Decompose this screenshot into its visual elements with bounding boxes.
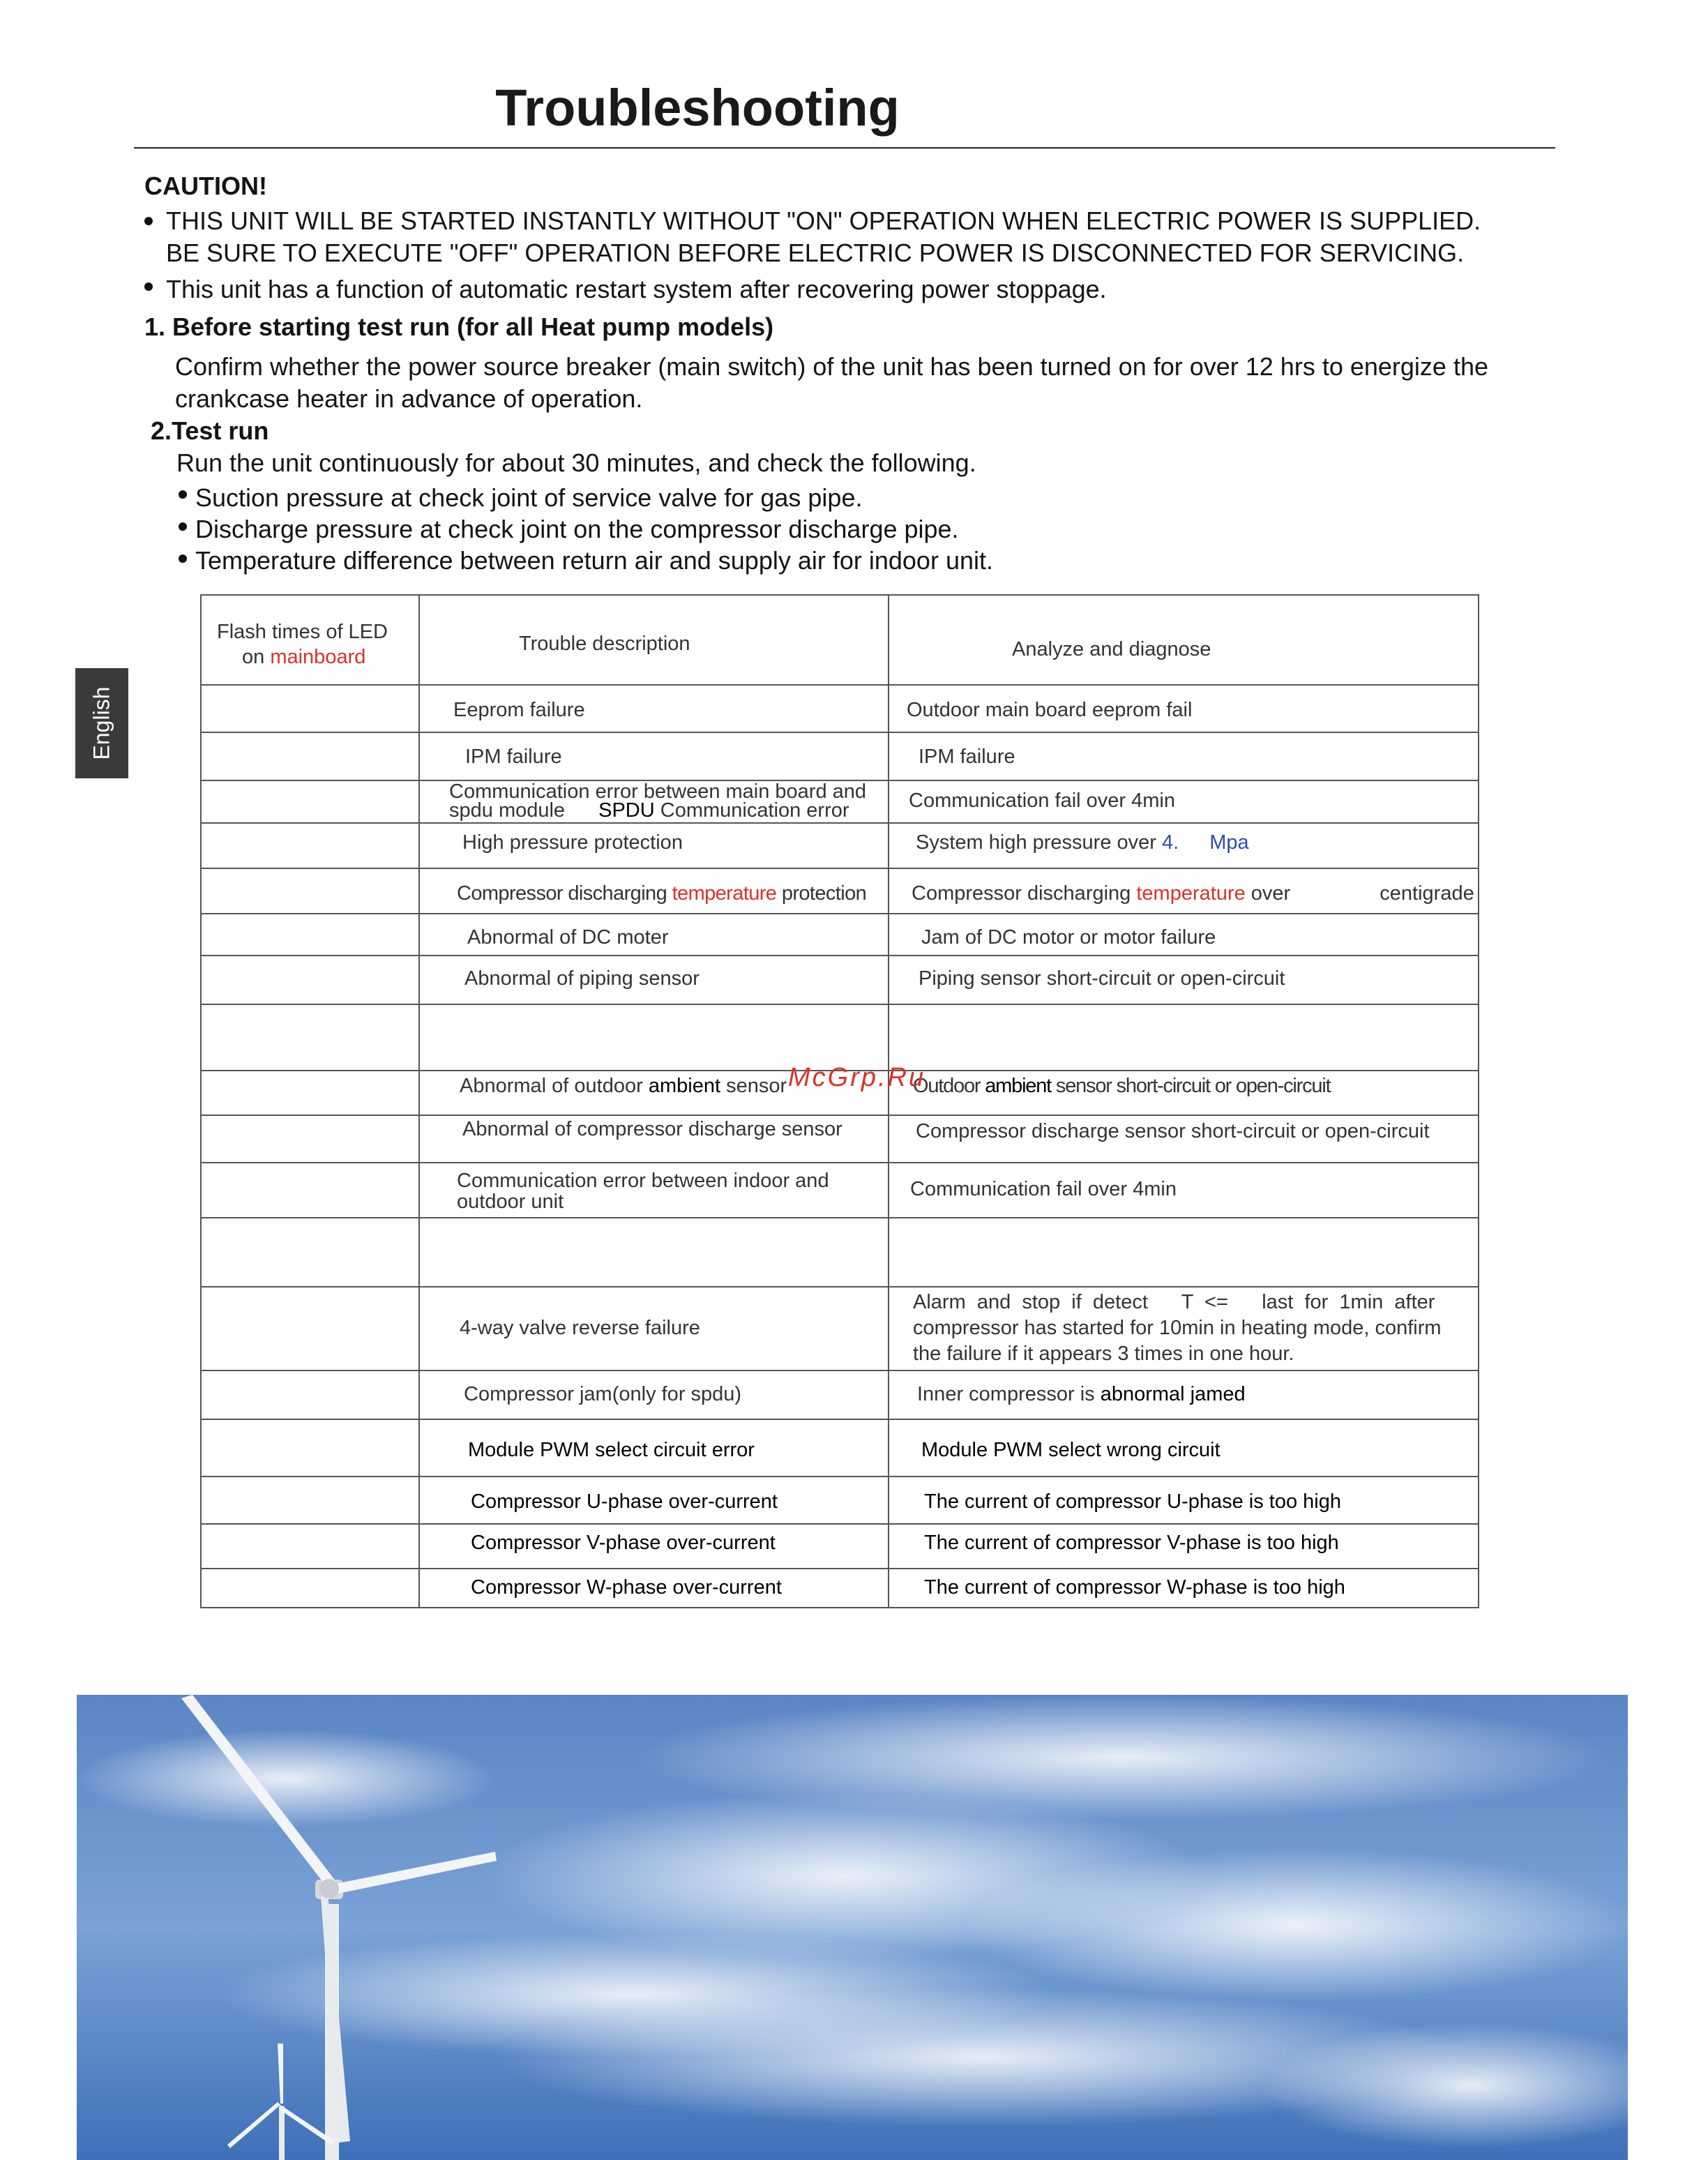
title-divider: [134, 147, 1555, 149]
row-pwm-desc: Module PWM select circuit error: [468, 1439, 755, 1461]
table-row-divider: [202, 955, 1478, 956]
row-ambient-sensor-desc: [460, 1075, 787, 1098]
row-piping-sensor-desc: Abnormal of piping sensor: [464, 967, 700, 990]
row-ambient-sensor-diag-a: Outdoor: [913, 1075, 981, 1097]
row-discharge-temp-desc-a: Compressor discharging: [457, 882, 667, 905]
bullet-dot: [179, 490, 187, 499]
wind-turbine-photo: [77, 1695, 1628, 2160]
test-item-1: Suction pressure at check joint of service valve for gas pipe.: [195, 483, 863, 512]
row-comm-spdu-error: Communication error: [660, 799, 849, 822]
row-comm-spdu-desc-line1: Communication error between main board and: [449, 780, 867, 803]
test-item-3: Temperature difference between return air and supply air for indoor unit.: [195, 546, 993, 575]
table-column-divider: [888, 596, 889, 1607]
row-high-pressure-desc: High pressure protection: [462, 831, 683, 854]
row-eeprom-desc: Eeprom failure: [453, 699, 585, 721]
row-compressor-jam-diag: [917, 1383, 1246, 1406]
bullet-dot: [179, 554, 187, 563]
row-discharge-temp-diag-c: over: [1250, 882, 1291, 905]
table-row-divider: [202, 868, 1478, 869]
row-comm-spdu-diag: Communication fail over 4min: [909, 790, 1175, 812]
row-dc-motor-desc: Abnormal of DC moter: [467, 926, 669, 949]
caution-bullet1-line1: THIS UNIT WILL BE STARTED INSTANTLY WITHOUT "ON" OPERATION WHEN ELECTRIC POWER IS SUPPLIED.: [166, 206, 1481, 235]
language-tab: [75, 668, 128, 778]
section1-heading: 1. Before starting test run (for all Heat pump models): [144, 312, 774, 341]
table-row-divider: [202, 1217, 1478, 1218]
row-high-pressure-diag: [916, 831, 1249, 854]
row-compressor-jam-diag-b: abnormal jamed: [1100, 1383, 1246, 1405]
row-ambient-sensor-diag-c: sensor short-circuit or open-circuit: [1055, 1075, 1331, 1097]
row-high-pressure-diag-text: System high pressure over: [916, 831, 1156, 854]
row-high-pressure-value: 4.: [1162, 831, 1179, 854]
row-ipm-desc: IPM failure: [465, 746, 562, 768]
row-comm-spdu-module: spdu module: [449, 799, 566, 822]
row-discharge-temp-desc-c: protection: [781, 882, 867, 905]
row-w-phase-diag: The current of compressor W-phase is too high: [924, 1576, 1345, 1599]
header-trouble-description: Trouble description: [519, 633, 690, 655]
row-comm-spdu-desc-line2: [449, 799, 849, 822]
section2-heading: 2.Test run: [151, 416, 269, 445]
table-row-divider: [202, 913, 1478, 914]
header-flash-times: Flash times of LED: [217, 621, 388, 643]
row-v-phase-desc: Compressor V-phase over-current: [471, 1532, 776, 1554]
header-mainboard: mainboard: [270, 646, 366, 668]
error-code-table: [200, 594, 1479, 1608]
row-discharge-temp-desc: [457, 882, 866, 905]
bullet-dot: [144, 217, 153, 225]
row-discharge-temp-desc-b: temperature: [672, 882, 777, 905]
row-dc-motor-diag: Jam of DC motor or motor failure: [921, 926, 1216, 949]
row-4way-valve-diag-line1: Alarm and stop if detect T <= last for 1min after: [913, 1291, 1435, 1313]
row-comm-indoor-desc-line2: outdoor unit: [457, 1191, 564, 1213]
table-row-divider: [202, 732, 1478, 733]
page-title: Troubleshooting: [495, 79, 900, 137]
row-comm-spdu-label: SPDU: [598, 799, 655, 822]
watermark: McGrp.Ru: [788, 1063, 926, 1092]
table-row-divider: [202, 1115, 1478, 1116]
table-row-divider: [202, 1476, 1478, 1477]
row-compressor-jam-diag-a: Inner compressor is: [917, 1383, 1095, 1405]
table-row-divider: [202, 1286, 1478, 1287]
row-ambient-sensor-diag: [913, 1075, 1330, 1098]
language-tab-label: English: [89, 686, 114, 760]
caution-label: CAUTION!: [144, 172, 267, 200]
row-discharge-sensor-desc: Abnormal of compressor discharge sensor: [462, 1118, 842, 1140]
caution-bullet1-line2: BE SURE TO EXECUTE "OFF" OPERATION BEFORE ELECTRIC POWER IS DISCONNECTED FOR SERVICING.: [166, 239, 1465, 267]
table-row-divider: [202, 684, 1478, 686]
test-item-2: Discharge pressure at check joint on the compressor discharge pipe.: [195, 515, 959, 543]
row-high-pressure-unit: Mpa: [1209, 831, 1249, 854]
row-discharge-sensor-diag: Compressor discharge sensor short-circuit or open-circuit: [916, 1120, 1430, 1142]
bullet-dot: [179, 522, 187, 531]
header-on: on: [242, 646, 265, 668]
table-row-divider: [202, 1162, 1478, 1163]
header-flash-times-line2: [242, 646, 365, 669]
row-u-phase-desc: Compressor U-phase over-current: [471, 1490, 778, 1513]
row-discharge-temp-diag-b: temperature: [1136, 882, 1246, 905]
row-ambient-sensor-desc-c: sensor: [726, 1075, 787, 1097]
row-ipm-diag: IPM failure: [919, 746, 1015, 768]
header-analyze-diagnose: Analyze and diagnose: [1012, 638, 1211, 660]
row-ambient-sensor-diag-b: ambient: [985, 1075, 1052, 1097]
table-row-divider: [202, 1004, 1478, 1005]
row-eeprom-diag: Outdoor main board eeprom fail: [907, 699, 1193, 721]
table-row-divider: [202, 1523, 1478, 1525]
row-u-phase-diag: The current of compressor U-phase is too high: [924, 1490, 1341, 1513]
table-row-divider: [202, 822, 1478, 824]
row-comm-indoor-diag: Communication fail over 4min: [910, 1178, 1177, 1200]
row-piping-sensor-diag: Piping sensor short-circuit or open-circuit: [919, 967, 1285, 990]
row-w-phase-desc: Compressor W-phase over-current: [471, 1576, 782, 1599]
row-ambient-sensor-desc-b: ambient: [648, 1075, 721, 1097]
row-ambient-sensor-desc-a: Abnormal of outdoor: [460, 1075, 643, 1097]
row-discharge-temp-diag-a: Compressor discharging: [912, 882, 1131, 905]
row-discharge-temp-diag: [912, 882, 1474, 905]
table-column-divider: [418, 596, 420, 1607]
section1-line2: crankcase heater in advance of operation.: [175, 384, 643, 413]
table-row-divider: [202, 1370, 1478, 1371]
row-pwm-diag: Module PWM select wrong circuit: [921, 1439, 1220, 1461]
row-comm-indoor-desc-line1: Communication error between indoor and: [457, 1170, 829, 1192]
section1-line1: Confirm whether the power source breaker (main switch) of the unit has been turned on for over 12 hrs to energize the: [175, 352, 1488, 381]
table-row-divider: [202, 1419, 1478, 1420]
row-4way-valve-desc: 4-way valve reverse failure: [460, 1317, 700, 1339]
row-4way-valve-diag-line3: the failure if it appears 3 times in one hour.: [913, 1343, 1294, 1365]
bullet-dot: [144, 282, 153, 291]
row-compressor-jam-desc: Compressor jam(only for spdu): [464, 1383, 742, 1405]
row-discharge-temp-diag-d: centigrade: [1380, 882, 1474, 905]
table-row-divider: [202, 1568, 1478, 1569]
row-4way-valve-diag-line2: compressor has started for 10min in heating mode, confirm: [913, 1317, 1442, 1339]
caution-bullet2: This unit has a function of automatic restart system after recovering power stoppage.: [166, 275, 1107, 303]
section2-intro: Run the unit continuously for about 30 minutes, and check the following.: [176, 448, 976, 477]
row-v-phase-diag: The current of compressor V-phase is too high: [924, 1532, 1339, 1554]
